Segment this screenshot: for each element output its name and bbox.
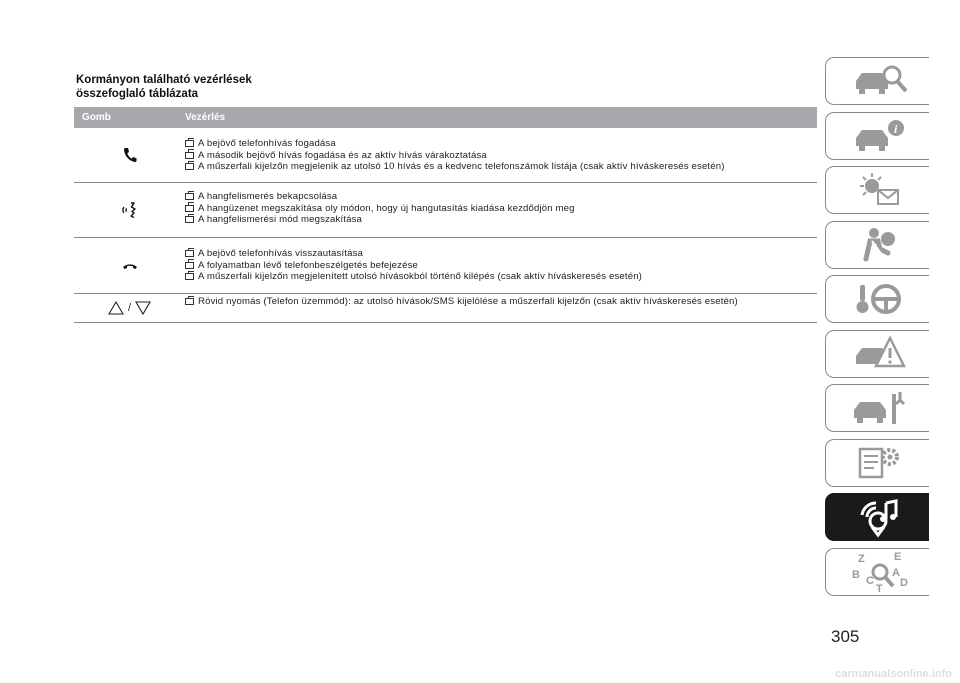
alphabetical-index-icon — [846, 550, 910, 594]
tab-car-search[interactable] — [825, 57, 929, 105]
technical-data-gear-icon — [846, 441, 910, 485]
svg-text:D: D — [899, 576, 908, 589]
page-title — [76, 73, 252, 101]
header-control: Vezérlés — [185, 112, 226, 123]
multimedia-icon — [846, 495, 910, 539]
list-item: A műszerfali kijelzőn megjelenített utolsó hívásokból történő kilépés (csak aktív híváskeresés esetén) — [185, 271, 817, 283]
svg-text:i: i — [893, 121, 897, 136]
table-row — [74, 294, 817, 323]
list-item: A folyamatban lévő telefonbeszélgetés befejezése — [185, 260, 817, 272]
phone-hangup-icon — [122, 261, 138, 271]
table-row — [74, 238, 817, 294]
tab-index[interactable] — [825, 548, 929, 596]
steering-wheel-key-icon — [846, 277, 910, 321]
table-row — [74, 183, 817, 238]
list-item: A műszerfali kijelzőn megjelenik az utolsó 10 hívás és a kedvenc telefonszámok listája (csak aktív híváskeresés esetén) — [185, 161, 817, 173]
svg-text:E: E — [893, 550, 901, 563]
airbag-safety-icon — [846, 223, 910, 267]
svg-text:A: A — [891, 566, 900, 579]
list-item: A hangfelismerés bekapcsolása — [185, 191, 817, 203]
tab-warning-lights[interactable] — [825, 166, 929, 214]
list-item: A második bejövő hívás fogadása és az aktív hívás várakoztatása — [185, 150, 817, 162]
watermark-footer: carmanualsonline.info — [835, 668, 952, 680]
tab-car-info[interactable] — [825, 112, 929, 160]
car-service-tools-icon — [846, 386, 910, 430]
warning-lights-message-icon — [846, 168, 910, 212]
tab-service[interactable] — [825, 384, 929, 432]
button-separator: / — [127, 302, 132, 314]
car-info-icon — [846, 114, 910, 158]
down-arrow-icon — [135, 301, 151, 315]
tab-steering-start[interactable] — [825, 275, 929, 323]
svg-text:C: C — [865, 574, 874, 587]
title-line-1: Kormányon található vezérlések — [76, 74, 252, 86]
svg-text:T: T — [875, 582, 883, 594]
list-item: Rövid nyomás (Telefon üzemmód): az utolsó hívások/SMS kijelölése a műszerfali kijelzőn (csak aktív híváskeresés esetén) — [185, 296, 817, 308]
car-search-icon — [846, 59, 910, 103]
car-emergency-icon — [846, 332, 910, 376]
tab-emergency[interactable] — [825, 330, 929, 378]
list-item: A hangüzenet megszakítása oly módon, hogy új hangutasítás kiadása kezdődjön meg — [185, 203, 817, 215]
tab-technical-data[interactable] — [825, 439, 929, 487]
page-number: 305 — [831, 627, 860, 646]
voice-command-icon — [121, 201, 139, 219]
svg-text:B: B — [851, 568, 860, 581]
header-button: Gomb — [82, 112, 111, 123]
table-header — [74, 107, 817, 128]
table-row — [74, 128, 817, 183]
list-item: A bejövő telefonhívás visszautasítása — [185, 248, 817, 260]
list-item: A hangfelismerési mód megszakítása — [185, 214, 817, 226]
controls-table — [74, 107, 817, 323]
list-item: A bejövő telefonhívás fogadása — [185, 138, 817, 150]
up-arrow-icon — [108, 301, 124, 315]
phone-answer-icon — [123, 147, 137, 163]
chapter-tabs — [825, 57, 929, 602]
svg-text:Z: Z — [857, 552, 865, 565]
tab-multimedia[interactable] — [825, 493, 929, 541]
tab-airbag-safety[interactable] — [825, 221, 929, 269]
title-line-2: összefoglaló táblázata — [76, 88, 199, 100]
